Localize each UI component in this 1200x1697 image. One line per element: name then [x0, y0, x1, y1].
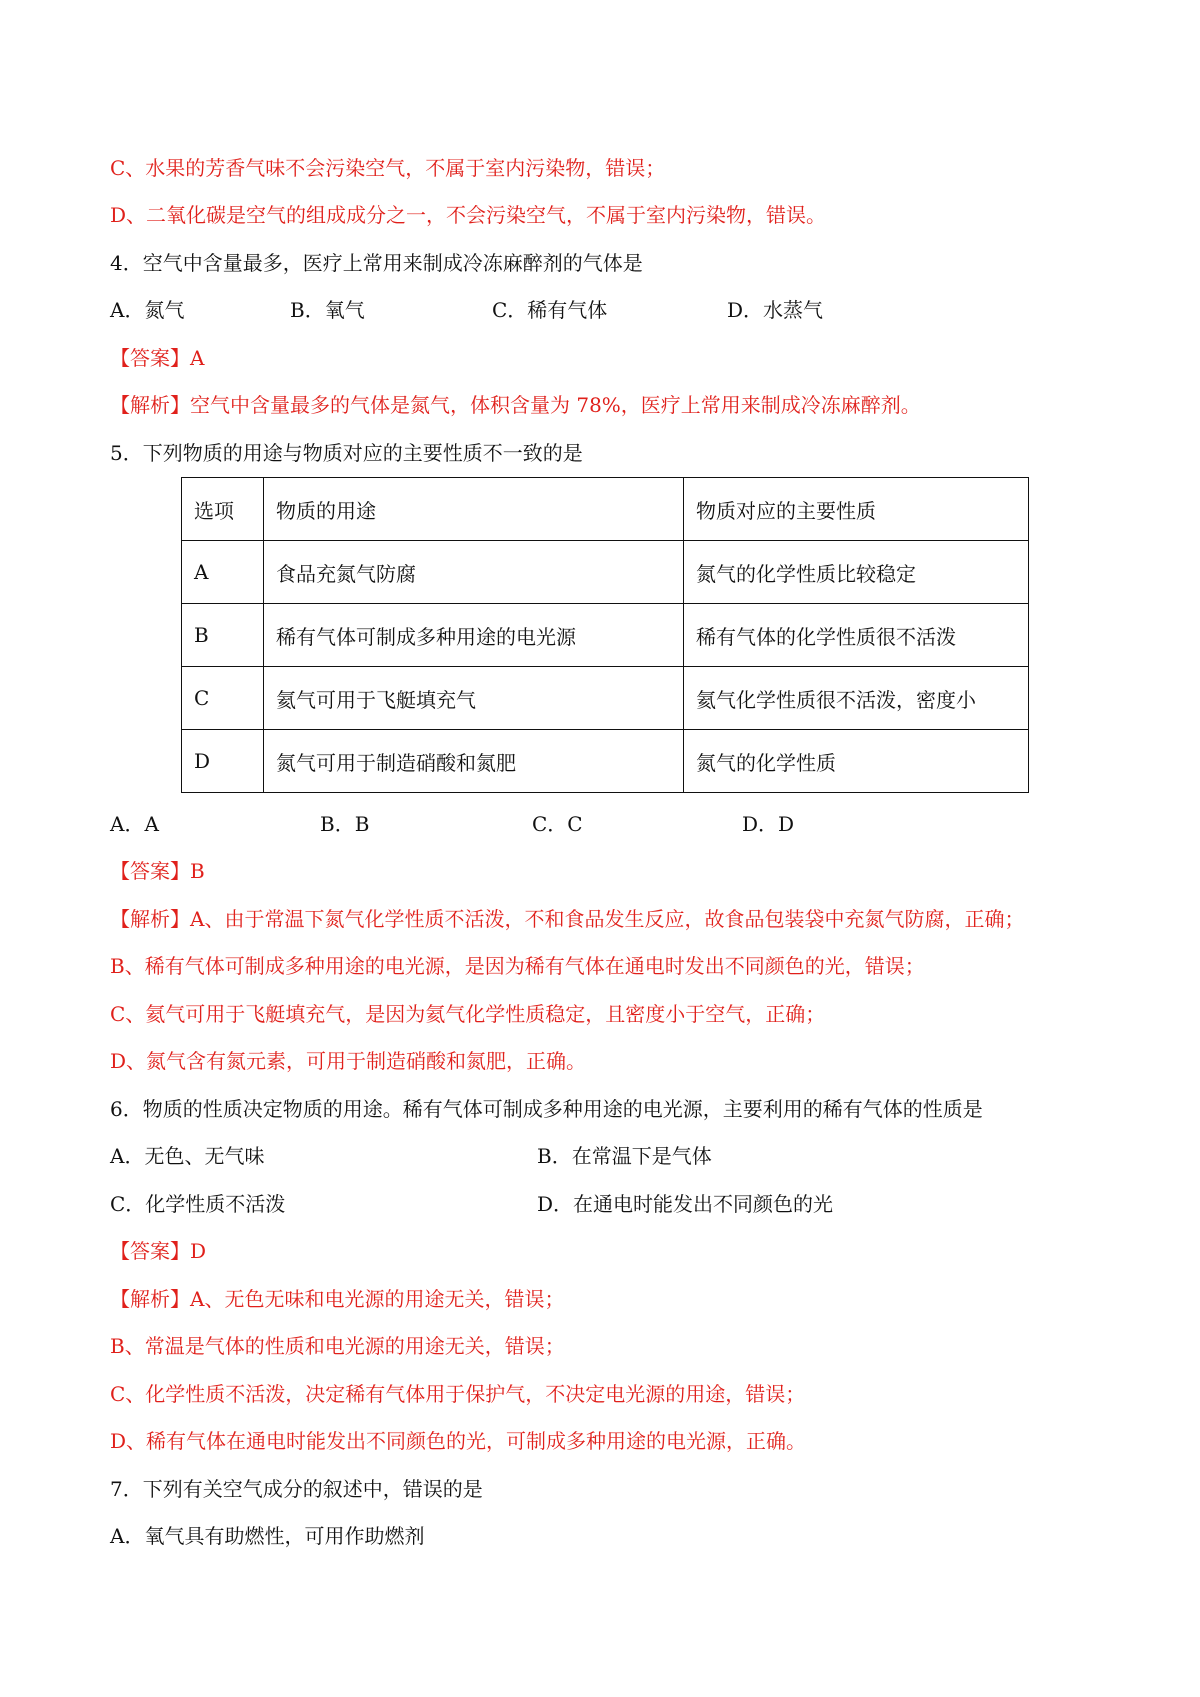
q6-explanation-b: B、常温是气体的性质和电光源的用途无关，错误； — [110, 1334, 565, 1358]
table-header-row — [182, 478, 1029, 541]
q5-option-c: C．C — [532, 812, 583, 836]
q5-option-d: D．D — [742, 812, 795, 836]
table-cell: 氦气化学性质很不活泼，密度小 — [684, 667, 1029, 730]
table-cell: 稀有气体可制成多种用途的电光源 — [264, 604, 684, 667]
table-cell: 氦气可用于飞艇填充气 — [264, 667, 684, 730]
table-row — [182, 604, 1029, 667]
table-cell: 氮气的化学性质 — [684, 730, 1029, 793]
table-row — [182, 541, 1029, 604]
question-7-stem: 7．下列有关空气成分的叙述中，错误的是 — [110, 1477, 483, 1501]
q5-explanation-d: D、氮气含有氮元素，可用于制造硝酸和氮肥，正确。 — [110, 1049, 587, 1073]
table-header-cell: 物质对应的主要性质 — [684, 478, 1029, 541]
q4-answer: 【答案】A — [110, 346, 205, 370]
q3-explanation-c: C、水果的芳香气味不会污染空气，不属于室内污染物，错误； — [110, 156, 666, 180]
question-4-stem: 4．空气中含量最多，医疗上常用来制成冷冻麻醉剂的气体是 — [110, 251, 643, 275]
q6-explanation-a: 【解析】A、无色无味和电光源的用途无关，错误； — [110, 1287, 565, 1311]
question-5-stem: 5．下列物质的用途与物质对应的主要性质不一致的是 — [110, 441, 583, 465]
table-header-cell: 选项 — [182, 478, 264, 541]
q5-table — [181, 477, 1029, 793]
table-cell: D — [182, 730, 264, 793]
q6-option-b: B．在常温下是气体 — [537, 1144, 712, 1168]
q6-option-c: C．化学性质不活泼 — [110, 1192, 286, 1216]
q6-answer: 【答案】D — [110, 1239, 207, 1263]
q6-option-a: A．无色、无气味 — [110, 1144, 265, 1168]
q4-option-a: A．氮气 — [110, 298, 185, 322]
q7-option-a: A．氧气具有助燃性，可用作助燃剂 — [110, 1524, 425, 1548]
q4-option-b: B．氧气 — [290, 298, 365, 322]
table-row — [182, 667, 1029, 730]
q4-explanation: 【解析】空气中含量最多的气体是氮气，体积含量为 78%，医疗上常用来制成冷冻麻醉剂。 — [110, 393, 921, 417]
q5-explanation-b: B、稀有气体可制成多种用途的电光源，是因为稀有气体在通电时发出不同颜色的光，错误； — [110, 954, 925, 978]
table-cell: 食品充氮气防腐 — [264, 541, 684, 604]
table-cell: 氮气的化学性质比较稳定 — [684, 541, 1029, 604]
table-cell: B — [182, 604, 264, 667]
q5-explanation-c: C、氦气可用于飞艇填充气，是因为氦气化学性质稳定，且密度小于空气，正确； — [110, 1002, 826, 1026]
q4-option-d: D．水蒸气 — [727, 298, 824, 322]
table-header-cell: 物质的用途 — [264, 478, 684, 541]
q4-option-c: C．稀有气体 — [492, 298, 608, 322]
q5-answer: 【答案】B — [110, 859, 205, 883]
table-row — [182, 730, 1029, 793]
q6-option-d: D．在通电时能发出不同颜色的光 — [537, 1192, 834, 1216]
table-cell: 稀有气体的化学性质很不活泼 — [684, 604, 1029, 667]
table-cell: C — [182, 667, 264, 730]
q5-option-a: A．A — [110, 812, 159, 836]
q3-explanation-d: D、二氧化碳是空气的组成成分之一，不会污染空气，不属于室内污染物，错误。 — [110, 203, 827, 227]
q6-explanation-c: C、化学性质不活泼，决定稀有气体用于保护气，不决定电光源的用途，错误； — [110, 1382, 806, 1406]
table-cell: 氮气可用于制造硝酸和氮肥 — [264, 730, 684, 793]
question-6-stem: 6．物质的性质决定物质的用途。稀有气体可制成多种用途的电光源，主要利用的稀有气体的性质是 — [110, 1097, 983, 1121]
q5-option-b: B．B — [320, 812, 370, 836]
table-cell: A — [182, 541, 264, 604]
q5-explanation-a: 【解析】A、由于常温下氮气化学性质不活泼，不和食品发生反应，故食品包装袋中充氮气防腐，正确； — [110, 907, 1025, 931]
q6-explanation-d: D、稀有气体在通电时能发出不同颜色的光，可制成多种用途的电光源，正确。 — [110, 1429, 807, 1453]
